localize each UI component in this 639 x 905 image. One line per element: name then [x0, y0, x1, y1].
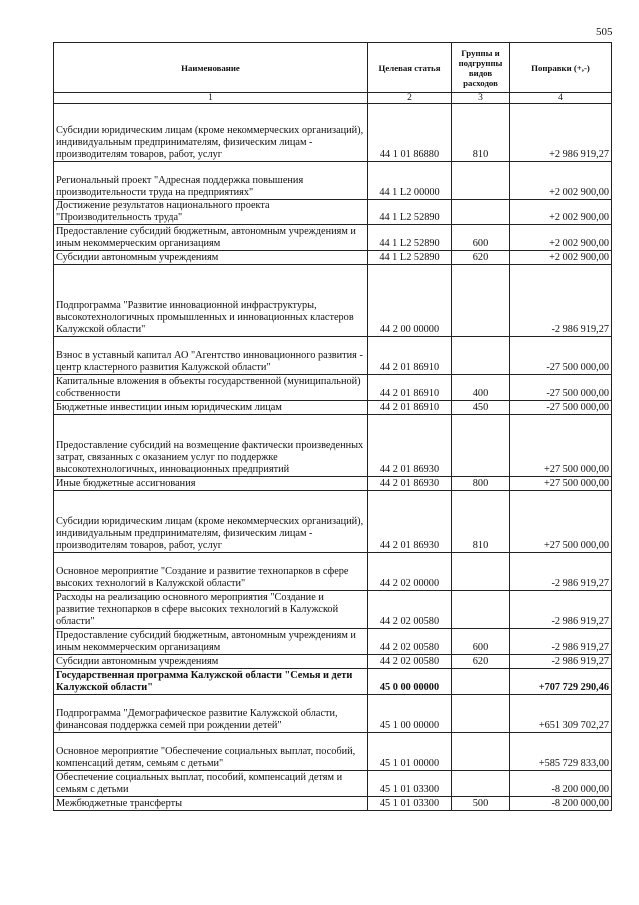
row-name: Субсидии автономным учреждениям [54, 251, 368, 265]
row-target-code: 44 2 01 86930 [368, 477, 452, 491]
row-name: Бюджетные инвестиции иным юридическим лицам [54, 401, 368, 415]
row-target-code: 44 1 L2 52890 [368, 200, 452, 225]
row-target-code: 44 2 02 00000 [368, 553, 452, 591]
row-target-code: 44 2 01 86910 [368, 401, 452, 415]
column-number: 4 [510, 93, 612, 104]
row-expense-group [452, 162, 510, 200]
table-row [54, 162, 612, 200]
table-header-row [54, 43, 612, 93]
row-name: Взнос в уставный капитал АО "Агентство инновационного развития - центр кластерного развития Калужской области" [54, 337, 368, 375]
row-expense-group: 810 [452, 491, 510, 553]
row-expense-group: 620 [452, 251, 510, 265]
row-name: Обеспечение социальных выплат, пособий, компенсаций детям и семьям с детьми [54, 771, 368, 797]
row-expense-group: 500 [452, 797, 510, 811]
table-row [54, 669, 612, 695]
row-name: Субсидии юридическим лицам (кроме некоммерческих организаций), индивидуальным предпринимателям, физическим лицам - производителям товаров, работ, услуг [54, 104, 368, 162]
row-amount: -27 500 000,00 [510, 375, 612, 401]
row-name: Субсидии автономным учреждениям [54, 655, 368, 669]
row-expense-group: 600 [452, 225, 510, 251]
row-name: Межбюджетные трансферты [54, 797, 368, 811]
row-target-code: 44 1 L2 00000 [368, 162, 452, 200]
row-amount: +27 500 000,00 [510, 491, 612, 553]
header-code: Целевая статья [368, 43, 452, 93]
column-number: 3 [452, 93, 510, 104]
row-expense-group [452, 200, 510, 225]
table-row [54, 553, 612, 591]
header-amount: Поправки (+,-) [510, 43, 612, 93]
row-name: Предоставление субсидий бюджетным, автономным учреждениям и иным некоммерческим организациям [54, 629, 368, 655]
table-row [54, 265, 612, 337]
column-number: 1 [54, 93, 368, 104]
table-row [54, 200, 612, 225]
row-name: Государственная программа Калужской области "Семья и дети Калужской области" [54, 669, 368, 695]
row-name: Региональный проект "Адресная поддержка повышения производительности труда на предприятиях" [54, 162, 368, 200]
row-target-code: 44 1 01 86880 [368, 104, 452, 162]
row-amount: -27 500 000,00 [510, 337, 612, 375]
row-amount: -8 200 000,00 [510, 797, 612, 811]
row-target-code: 45 0 00 00000 [368, 669, 452, 695]
table-row [54, 104, 612, 162]
row-expense-group: 800 [452, 477, 510, 491]
row-name: Предоставление субсидий бюджетным, автономным учреждениям и иным некоммерческим организациям [54, 225, 368, 251]
table-row [54, 415, 612, 477]
row-expense-group [452, 553, 510, 591]
row-target-code: 44 2 01 86910 [368, 375, 452, 401]
row-target-code: 45 1 01 03300 [368, 797, 452, 811]
table-row [54, 375, 612, 401]
row-amount: +651 309 702,27 [510, 695, 612, 733]
row-target-code: 44 2 01 86930 [368, 415, 452, 477]
row-name: Расходы на реализацию основного мероприятия "Создание и развитие технопарков в сфере высоких технологий в Калужской области" [54, 591, 368, 629]
row-amount: -2 986 919,27 [510, 655, 612, 669]
column-number-row [54, 93, 612, 104]
row-expense-group [452, 265, 510, 337]
row-amount: +27 500 000,00 [510, 477, 612, 491]
row-target-code: 44 2 00 00000 [368, 265, 452, 337]
row-amount: +2 002 900,00 [510, 251, 612, 265]
row-amount: -2 986 919,27 [510, 265, 612, 337]
row-target-code: 45 1 01 00000 [368, 733, 452, 771]
row-amount: +2 002 900,00 [510, 225, 612, 251]
row-amount: +707 729 290,46 [510, 669, 612, 695]
row-amount: +2 986 919,27 [510, 104, 612, 162]
table-row [54, 629, 612, 655]
row-name: Субсидии юридическим лицам (кроме некоммерческих организаций), индивидуальным предпринимателям, физическим лицам - производителям товаров, работ, услуг [54, 491, 368, 553]
row-amount: +585 729 833,00 [510, 733, 612, 771]
row-target-code: 44 2 02 00580 [368, 591, 452, 629]
header-group: Группы и подгруппы видов расходов [452, 43, 510, 93]
row-expense-group: 400 [452, 375, 510, 401]
row-expense-group [452, 669, 510, 695]
table-row [54, 491, 612, 553]
row-expense-group [452, 415, 510, 477]
row-name: Достижение результатов национального проекта "Производительность труда" [54, 200, 368, 225]
row-target-code: 45 1 00 00000 [368, 695, 452, 733]
row-name: Подпрограмма "Демографическое развитие Калужской области, финансовая поддержка семей при рождении детей" [54, 695, 368, 733]
row-amount: -2 986 919,27 [510, 629, 612, 655]
table-row [54, 225, 612, 251]
table-row [54, 733, 612, 771]
row-amount: -2 986 919,27 [510, 591, 612, 629]
table-row [54, 337, 612, 375]
budget-table [53, 42, 612, 811]
row-amount: +2 002 900,00 [510, 162, 612, 200]
row-expense-group [452, 733, 510, 771]
header-name: Наименование [54, 43, 368, 93]
row-expense-group: 620 [452, 655, 510, 669]
table-row [54, 797, 612, 811]
row-expense-group: 600 [452, 629, 510, 655]
row-name: Капитальные вложения в объекты государственной (муниципальной) собственности [54, 375, 368, 401]
row-amount: +2 002 900,00 [510, 200, 612, 225]
row-name: Иные бюджетные ассигнования [54, 477, 368, 491]
row-amount: -27 500 000,00 [510, 401, 612, 415]
row-expense-group: 810 [452, 104, 510, 162]
row-name: Предоставление субсидий на возмещение фактически произведенных затрат, связанных с оказанием услуг по поддержке высокотехнологичных, инновационных предприятий [54, 415, 368, 477]
row-amount: -8 200 000,00 [510, 771, 612, 797]
row-target-code: 44 2 01 86910 [368, 337, 452, 375]
row-amount: +27 500 000,00 [510, 415, 612, 477]
row-expense-group [452, 591, 510, 629]
row-name: Основное мероприятие "Обеспечение социальных выплат, пособий, компенсаций детям, семьям с детьми" [54, 733, 368, 771]
table-row [54, 251, 612, 265]
column-number: 2 [368, 93, 452, 104]
row-target-code: 44 2 02 00580 [368, 655, 452, 669]
row-amount: -2 986 919,27 [510, 553, 612, 591]
row-expense-group [452, 337, 510, 375]
row-expense-group: 450 [452, 401, 510, 415]
row-expense-group [452, 695, 510, 733]
table-row [54, 477, 612, 491]
row-target-code: 44 1 L2 52890 [368, 225, 452, 251]
table-row [54, 695, 612, 733]
table-row [54, 771, 612, 797]
table-row [54, 655, 612, 669]
table-row [54, 591, 612, 629]
row-target-code: 45 1 01 03300 [368, 771, 452, 797]
row-target-code: 44 2 02 00580 [368, 629, 452, 655]
table-row [54, 401, 612, 415]
row-target-code: 44 1 L2 52890 [368, 251, 452, 265]
row-name: Основное мероприятие "Создание и развитие технопарков в сфере высоких технологий в Калужской области" [54, 553, 368, 591]
row-name: Подпрограмма "Развитие инновационной инфраструктуры, высокотехнологичных промышленных и инновационных кластеров Калужской области" [54, 265, 368, 337]
row-expense-group [452, 771, 510, 797]
page-number: 505 [596, 26, 613, 38]
row-target-code: 44 2 01 86930 [368, 491, 452, 553]
